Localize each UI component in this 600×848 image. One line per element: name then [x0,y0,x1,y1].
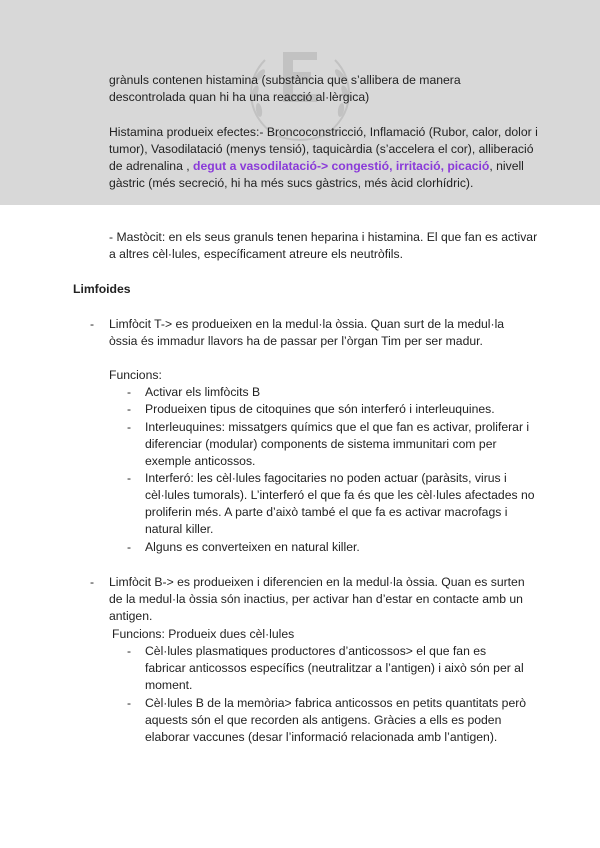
list-item: Activar els limfòcits B [145,385,261,399]
list-item: Alguns es converteixen en natural killer. [145,540,360,554]
list-dash: - [90,575,95,589]
list-dash: - [90,317,95,331]
list-item: Cèl·lules plasmatiques productores d’anticossos> el que fan es fabricar anticossos específics (neutralitzar a l’antigen) i això són per al moment. [145,644,524,692]
list-item: Interferó: les cèl·lules fagocitaries no poden actuar (paràsits, virus i cèl·lules tumorals). L’interferó el que fa és que les cèl·lules afectades no proliferin més. A parte d’això també el que fa es activar macrofags i natural killer. [145,471,535,536]
list-item: Produeixen tipus de citoquines que són interferó i interleuquines. [145,402,495,416]
sub-list-dash: - [127,644,132,658]
sub-list-dash: - [127,540,132,554]
histamina-text-end: , nivell gàstric (més secreció, hi ha més sucs gàstrics, més àcid clorhídric). [109,159,524,190]
list-item: Cèl·lules B de la memòria> fabrica anticossos en petits quantitats però aquests són el que recorden als antigens. Gràcies a ells es poden elaborar vaccunes (desar l’informació relacionada amb l’antigen). [145,696,527,744]
limfocit-b-text: Limfòcit B-> es produeixen i diferencien en la medul·la òssia. Quan es surten de la medul·la òssia són inactius, per activar han d’estar en contacte amb un antigen. [109,575,525,623]
intro-paragraph: grànuls contenen histamina (substància que s’allibera de manera descontrolada quan hi ha una reacció al·lèrgica) [109,73,461,104]
list-item: Interleuquines: missatgers químics que el que fan es activar, proliferar i diferenciar (modular) components de sistema immunitari com per exemple anticossos. [145,420,530,468]
highlight-text: degut a vasodilatació-> congestió, irritació, picació [193,159,490,173]
limfocit-t-funcions-label: Funcions: [109,368,162,382]
sub-list-dash: - [127,402,132,416]
limfocit-t-text: Limfòcit T-> es produeixen en la medul·la òssia. Quan surt de la medul·la òssia és immadur llavors ha de passar per l’òrgan Tim per ser madur. [109,317,505,348]
sub-list-dash: - [127,471,132,485]
histamina-text: Histamina produeix efectes:- Broncoconstricció, Inflamació (Rubor, calor, dolor i tumor), Vasodilatació (menys tensió), taquicàrdia (s’accelera el cor), alliberació de adrenalina , [109,125,538,173]
histamina-paragraph [109,124,539,192]
limfocit-b-funcions-label: Funcions: Produeix dues cèl·lules [112,627,295,641]
section-heading: Limfoides [73,282,131,296]
mastocit-paragraph: - Mastòcit: en els seus granuls tenen heparina i histamina. El que fan es activar a altres cèl·lules, específicament atreure els neutròfils. [109,230,538,261]
sub-list-dash: - [127,696,132,710]
sub-list-dash: - [127,385,132,399]
sub-list-dash: - [127,420,132,434]
